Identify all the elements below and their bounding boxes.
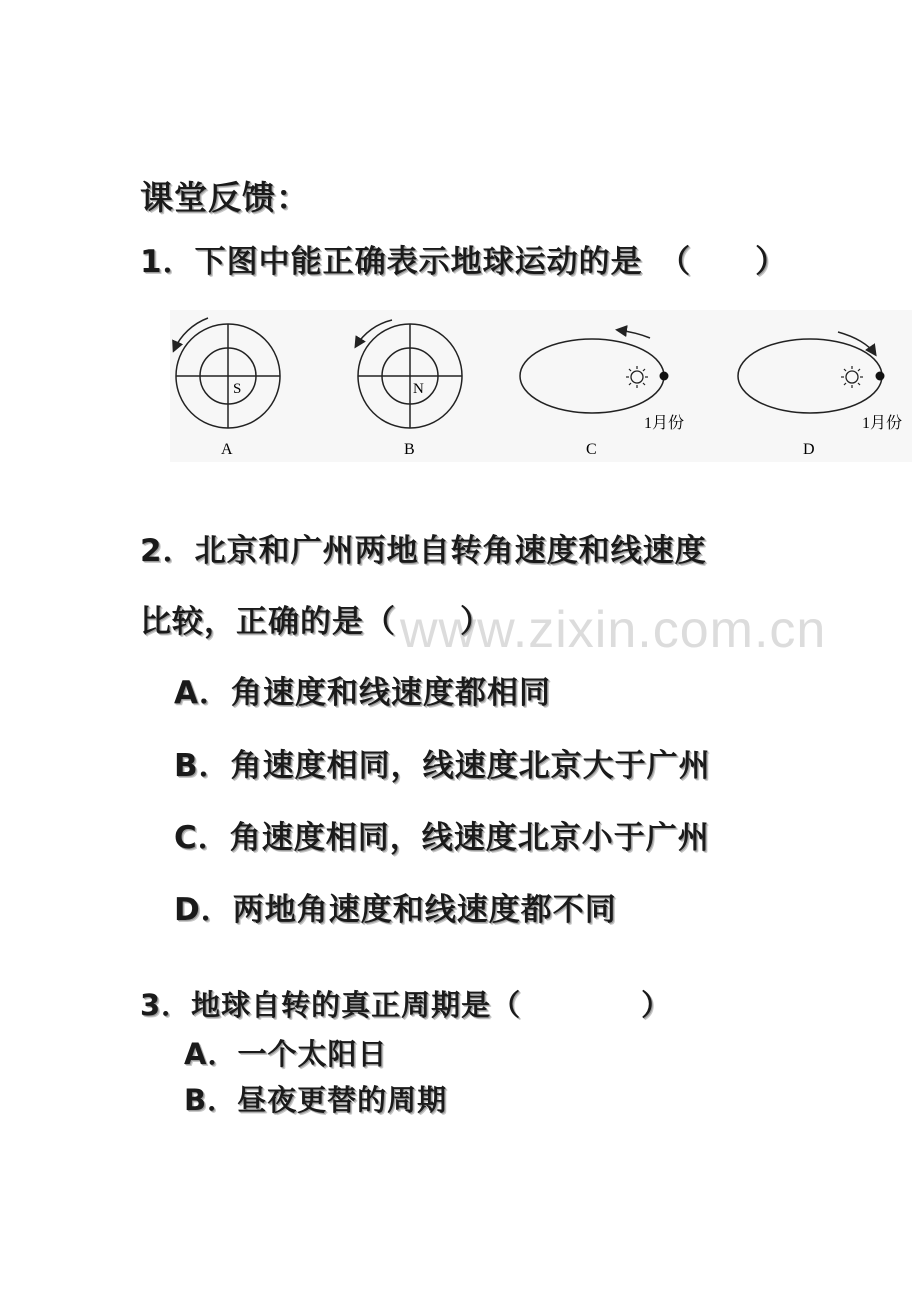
- panel-a-diagram: [174, 318, 280, 458]
- question-2-line-2: 比较，正确的是（ ）: [140, 604, 492, 640]
- panel-c-earth-dot: [660, 372, 669, 381]
- q3-option-b: B．昼夜更替的周期: [184, 1083, 448, 1117]
- panel-d-sun-icon: [841, 366, 863, 388]
- panel-a-pole-label: S: [233, 381, 242, 397]
- panel-c-month-label: 1月份: [644, 415, 685, 432]
- panel-d-earth-dot: [876, 372, 885, 381]
- q1-figure: [170, 310, 912, 462]
- q3-option-a: A．一个太阳日: [184, 1037, 388, 1071]
- panel-b-pole-label: N: [413, 381, 424, 397]
- q2-option-b: B．角速度相同，线速度北京大于广州: [174, 748, 711, 784]
- panel-c-sun-icon: [626, 366, 648, 388]
- q2-option-a: A．角速度和线速度都相同: [174, 675, 551, 711]
- panel-d-diagram: [738, 332, 902, 458]
- panel-b-diagram: [356, 320, 462, 458]
- panel-b-label: B: [404, 441, 415, 458]
- question-1: 1．下图中能正确表示地球运动的是 （ ）: [140, 244, 788, 280]
- q2-option-c: C．角速度相同，线速度北京小于广州: [174, 820, 710, 856]
- question-2-line-1: 2．北京和广州两地自转角速度和线速度: [140, 533, 707, 569]
- panel-d-label: D: [803, 441, 815, 458]
- panel-a-label: A: [221, 441, 233, 458]
- question-3: 3．地球自转的真正周期是（ ）: [140, 988, 672, 1022]
- watermark: www.zixin.com.cn: [400, 601, 827, 659]
- panel-d-month-label: 1月份: [862, 415, 903, 432]
- panel-c-label: C: [586, 441, 597, 458]
- panel-c-diagram: [520, 330, 684, 458]
- section-heading: 课堂反馈：: [140, 178, 310, 217]
- q2-option-d: D．两地角速度和线速度都不同: [174, 892, 617, 928]
